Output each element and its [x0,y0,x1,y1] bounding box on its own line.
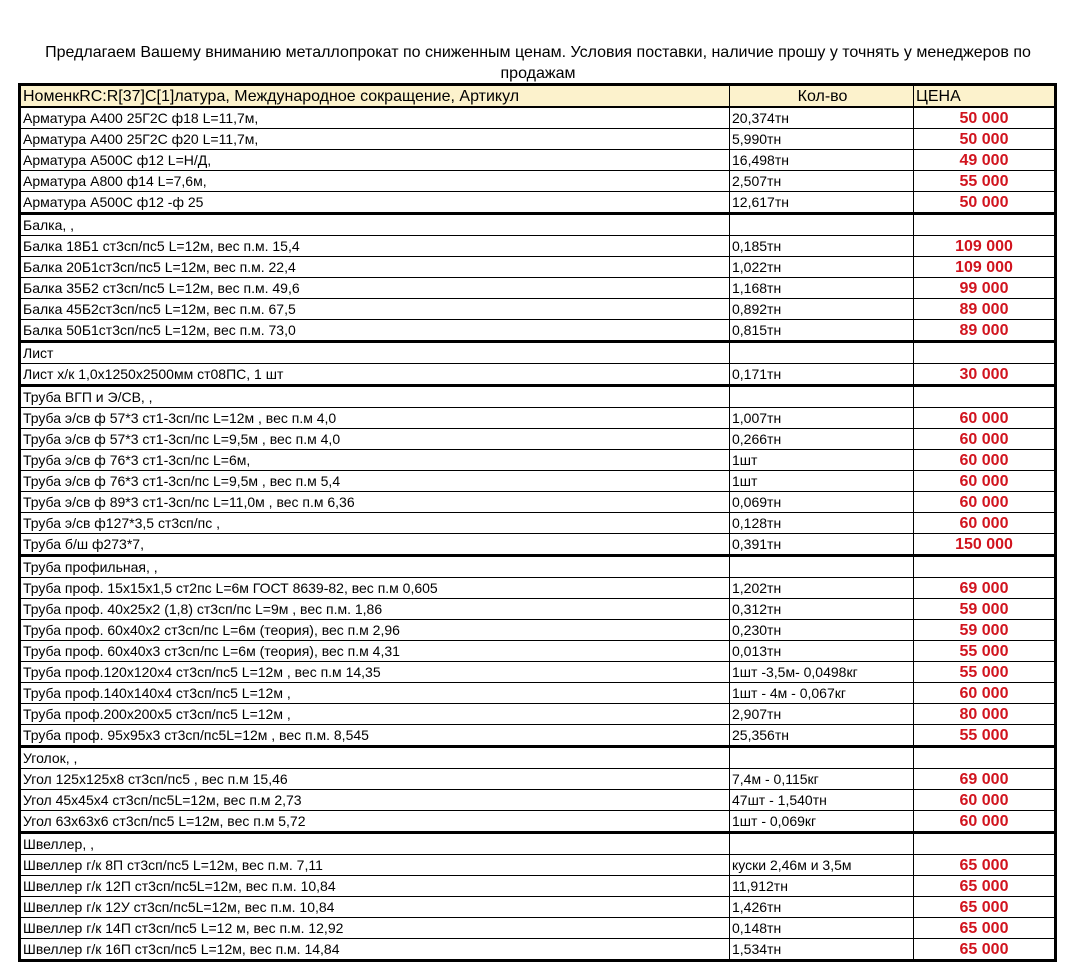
item-qty: 1шт -3,5м- 0,0498кг [730,662,914,683]
item-qty: 0,128тн [730,513,914,534]
item-price: 59 000 [914,620,1056,641]
table-row [20,725,1056,747]
table-row [20,171,1056,192]
item-name: Труба э/св ф 57*3 ст1-3сп/пс L=12м , вес п.м 4,0 [20,408,730,429]
item-name: Труба профильная, , [20,556,730,578]
item-price: 60 000 [914,513,1056,534]
item-price: 80 000 [914,704,1056,725]
item-price: 60 000 [914,471,1056,492]
item-qty: 20,374тн [730,107,914,129]
item-name: Балка 35Б2 ст3сп/пс5 L=12м, вес п.м. 49,6 [20,278,730,299]
item-qty: 1,202тн [730,578,914,599]
item-name: Труба ВГП и Э/СВ, , [20,386,730,408]
group-row [20,747,1056,769]
table-row [20,939,1056,961]
table-row [20,236,1056,257]
table-row [20,683,1056,704]
table-row [20,150,1056,171]
item-qty: 0,391тн [730,534,914,556]
item-name: Угол 125х125х8 ст3сп/пс5 , вес п.м 15,46 [20,769,730,790]
item-name: Труба б/ш ф273*7, [20,534,730,556]
item-qty: 2,907тн [730,704,914,725]
item-name: Труба проф.200х200х5 ст3сп/пс5 L=12м , [20,704,730,725]
table-row [20,855,1056,876]
item-price: 60 000 [914,408,1056,429]
item-price: 60 000 [914,492,1056,513]
table-row [20,450,1056,471]
table-row [20,513,1056,534]
item-price: 49 000 [914,150,1056,171]
item-qty: 0,815тн [730,320,914,342]
item-qty: 1,426тн [730,897,914,918]
item-price: 60 000 [914,429,1056,450]
item-price [914,214,1056,236]
item-qty: 25,356тн [730,725,914,747]
item-qty: куски 2,46м и 3,5м [730,855,914,876]
item-price: 65 000 [914,855,1056,876]
item-name: Балка 18Б1 ст3сп/пс5 L=12м, вес п.м. 15,4 [20,236,730,257]
item-name: Труба э/св ф127*3,5 ст3сп/пс , [20,513,730,534]
table-row [20,129,1056,150]
item-qty: 7,4м - 0,115кг [730,769,914,790]
item-name: Труба э/св ф 57*3 ст1-3сп/пс L=9,5м , вес п.м 4,0 [20,429,730,450]
item-qty: 0,266тн [730,429,914,450]
item-price: 55 000 [914,641,1056,662]
table-row [20,408,1056,429]
table-row [20,257,1056,278]
item-qty: 1,168тн [730,278,914,299]
group-row [20,386,1056,408]
item-qty: 1шт [730,450,914,471]
item-qty: 0,069тн [730,492,914,513]
item-qty: 0,148тн [730,918,914,939]
group-row [20,342,1056,364]
item-qty [730,833,914,855]
item-qty [730,747,914,769]
group-row [20,556,1056,578]
item-name: Балка 45Б2ст3сп/пс5 L=12м, вес п.м. 67,5 [20,299,730,320]
table-row [20,790,1056,811]
item-price: 50 000 [914,107,1056,129]
item-price: 55 000 [914,725,1056,747]
item-qty: 5,990тн [730,129,914,150]
item-price: 60 000 [914,450,1056,471]
item-name: Балка 20Б1ст3сп/пс5 L=12м, вес п.м. 22,4 [20,257,730,278]
item-name: Труба проф.120х120х4 ст3сп/пс5 L=12м , вес п.м 14,35 [20,662,730,683]
item-name: Труба проф. 40х25х2 (1,8) ст3сп/пс L=9м , вес п.м. 1,86 [20,599,730,620]
table-row [20,897,1056,918]
item-name: Арматура А500С ф12 L=Н/Д, [20,150,730,171]
item-price: 150 000 [914,534,1056,556]
item-name: Труба проф. 95х95х3 ст3сп/пс5L=12м , вес п.м. 8,545 [20,725,730,747]
table-row [20,534,1056,556]
item-name: Швеллер г/к 12П ст3сп/пс5L=12м, вес п.м. 10,84 [20,876,730,897]
item-price: 65 000 [914,918,1056,939]
header-name: НоменкRC:R[37]C[1]латура, Международное сокращение, Артикул [20,85,730,108]
table-row [20,471,1056,492]
table-row [20,578,1056,599]
item-name: Швеллер г/к 14П ст3сп/пс5 L=12 м, вес п.м. 12,92 [20,918,730,939]
item-qty: 47шт - 1,540тн [730,790,914,811]
header-price: ЦЕНА [914,85,1056,108]
item-price [914,556,1056,578]
table-row [20,769,1056,790]
item-qty: 16,498тн [730,150,914,171]
item-qty: 1шт - 4м - 0,067кг [730,683,914,704]
table-row [20,492,1056,513]
item-qty: 0,892тн [730,299,914,320]
item-name: Труба проф. 15х15х1,5 ст2пс L=6м ГОСТ 8639-82, вес п.м 0,605 [20,578,730,599]
item-price: 59 000 [914,599,1056,620]
table-row [20,599,1056,620]
item-name: Балка, , [20,214,730,236]
item-price: 65 000 [914,876,1056,897]
item-price: 89 000 [914,320,1056,342]
item-qty [730,342,914,364]
item-name: Уголок, , [20,747,730,769]
price-table [18,83,1057,962]
item-qty [730,214,914,236]
item-qty: 0,312тн [730,599,914,620]
table-row [20,811,1056,833]
item-name: Труба проф. 60х40х3 ст3сп/пс L=6м (теория), вес п.м 4,31 [20,641,730,662]
item-name: Арматура А400 25Г2С ф18 L=11,7м, [20,107,730,129]
item-name: Арматура А500С ф12 -ф 25 [20,192,730,214]
item-price: 55 000 [914,662,1056,683]
table-row [20,107,1056,129]
table-row [20,641,1056,662]
item-qty: 0,171тн [730,364,914,386]
table-row [20,299,1056,320]
item-price [914,747,1056,769]
item-qty: 12,617тн [730,192,914,214]
item-price [914,833,1056,855]
item-price: 99 000 [914,278,1056,299]
item-name: Швеллер, , [20,833,730,855]
table-row [20,364,1056,386]
item-price: 50 000 [914,192,1056,214]
group-row [20,214,1056,236]
item-price: 109 000 [914,257,1056,278]
item-qty: 2,507тн [730,171,914,192]
item-name: Швеллер г/к 8П ст3сп/пс5 L=12м, вес п.м. 7,11 [20,855,730,876]
item-name: Труба э/св ф 76*3 ст1-3сп/пс L=6м, [20,450,730,471]
item-price: 69 000 [914,578,1056,599]
item-qty: 1шт [730,471,914,492]
item-name: Угол 63х63х6 ст3сп/пс5 L=12м, вес п.м 5,72 [20,811,730,833]
item-qty [730,556,914,578]
item-qty: 0,185тн [730,236,914,257]
table-row [20,918,1056,939]
item-name: Труба э/св ф 89*3 ст1-3сп/пс L=11,0м , вес п.м 6,36 [20,492,730,513]
item-name: Швеллер г/к 16П ст3сп/пс5 L=12м, вес п.м. 14,84 [20,939,730,961]
table-row [20,876,1056,897]
table-row [20,704,1056,725]
table-header-row [20,85,1056,108]
item-qty: 11,912тн [730,876,914,897]
table-row [20,662,1056,683]
item-qty [730,386,914,408]
item-price [914,386,1056,408]
item-price: 50 000 [914,129,1056,150]
item-qty: 1,007тн [730,408,914,429]
group-row [20,833,1056,855]
table-row [20,192,1056,214]
table-row [20,429,1056,450]
item-price: 60 000 [914,811,1056,833]
item-price: 60 000 [914,790,1056,811]
item-qty: 1шт - 0,069кг [730,811,914,833]
item-name: Лист [20,342,730,364]
item-price: 65 000 [914,897,1056,918]
item-price: 30 000 [914,364,1056,386]
item-name: Арматура А400 25Г2С ф20 L=11,7м, [20,129,730,150]
item-name: Труба э/св ф 76*3 ст1-3сп/пс L=9,5м , вес п.м 5,4 [20,471,730,492]
header-qty: Кол-во [730,85,914,108]
item-qty: 0,230тн [730,620,914,641]
intro-text: Предлагаем Вашему вниманию металлопрокат по сниженным ценам. Условия поставки, наличие прошу у точнять у менеджеров по продажам [45,44,1031,82]
item-name: Лист х/к 1,0х1250х2500мм ст08ПС, 1 шт [20,364,730,386]
table-row [20,278,1056,299]
item-qty: 0,013тн [730,641,914,662]
item-price: 65 000 [914,939,1056,961]
table-row [20,320,1056,342]
item-qty: 1,534тн [730,939,914,961]
item-name: Труба проф. 60х40х2 ст3сп/пс L=6м (теория), вес п.м 2,96 [20,620,730,641]
item-name: Швеллер г/к 12У ст3сп/пс5L=12м, вес п.м. 10,84 [20,897,730,918]
item-name: Угол 45х45х4 ст3сп/пс5L=12м, вес п.м 2,73 [20,790,730,811]
item-price: 89 000 [914,299,1056,320]
table-row [20,620,1056,641]
item-price: 55 000 [914,171,1056,192]
item-price: 69 000 [914,769,1056,790]
item-price [914,342,1056,364]
item-name: Труба проф.140х140х4 ст3сп/пс5 L=12м , [20,683,730,704]
item-name: Арматура А800 ф14 L=7,6м, [20,171,730,192]
item-price: 60 000 [914,683,1056,704]
item-name: Балка 50Б1ст3сп/пс5 L=12м, вес п.м. 73,0 [20,320,730,342]
item-price: 109 000 [914,236,1056,257]
item-qty: 1,022тн [730,257,914,278]
